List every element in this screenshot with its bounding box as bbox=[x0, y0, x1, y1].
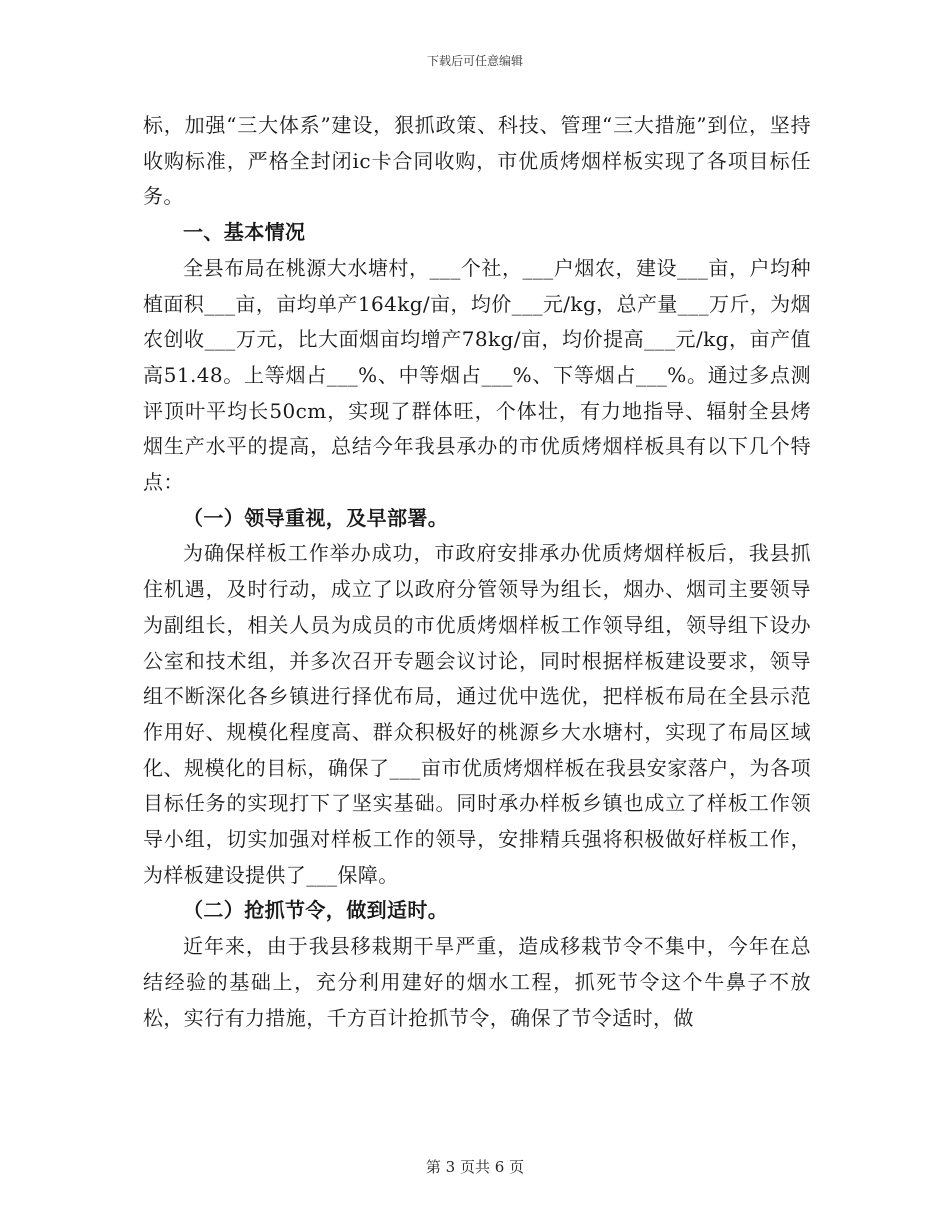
heading-leadership: （一）领导重视，及早部署。 bbox=[183, 505, 449, 530]
paragraph-leadership: 为确保样板工作举办成功，市政府安排承办优质烤烟样板后，我县抓住机遇，及时行动，成立了以政府分管领导为组长，烟办、烟司主要领导为副组长，相关人员为成员的市优质烤烟样板工作领导组，领导组下设办公室和技术组，并多次召开专题会议讨论，同时根据样板建设要求，领导组不断深化各乡镇进行择优布局，通过优中选优，把样板布局在全县示范作用好、规模化程度高、群众积极好的桃源乡大水塘村，实现了布局区域化、规模化的目标，确保了___亩市优质烤烟样板在我县安家落户，为各项目标任务的实现打下了坚实基础。同时承办样板乡镇也成立了样板工作领导小组，切实加强对样板工作的领导，安排精兵强将积极做好样板工作，为样板建设提供了___保障。 bbox=[143, 541, 811, 887]
heading-basic-situation: 一、基本情况 bbox=[183, 220, 306, 245]
paragraph-basic-situation: 全县布局在桃源大水塘村，___个社，___户烟农，建设___亩，户均种植面积___亩，亩均单产164kg/亩，均价___元/kg，总产量___万斤，为烟农创收___万元，比大面烟亩均增产78kg/亩，均价提高___元/kg，亩产值高51.48。上等烟占___%、中等烟占___%、下等烟占___%。通过多点测评顶叶平均长50cm，实现了群体旺，个体壮，有力地指导、辐射全县烤烟生产水平的提高，总结今年我县承办的市优质烤烟样板具有以下几个特点： bbox=[143, 255, 811, 495]
page-footer: 第 3 页共 6 页 bbox=[425, 1158, 525, 1176]
document-body bbox=[143, 108, 811, 1036]
heading-timing: （二）抢抓节令，做到适时。 bbox=[183, 898, 449, 923]
paragraph-timing: 近年来，由于我县移栽期干旱严重，造成移栽节令不集中，今年在总结经验的基础上，充分利用建好的烟水工程，抓死节令这个牛鼻子不放松，实行有力措施，千方百计抢抓节令，确保了节令适时，做 bbox=[143, 934, 811, 1030]
paragraph-intro: 标，加强“三大体系”建设，狠抓政策、科技、管理“三大措施”到位，坚持收购标准，严格全封闭ic卡合同收购，市优质烤烟样板实现了各项目标任务。 bbox=[143, 113, 811, 209]
page-header: 下载后可任意编辑 bbox=[426, 54, 523, 68]
